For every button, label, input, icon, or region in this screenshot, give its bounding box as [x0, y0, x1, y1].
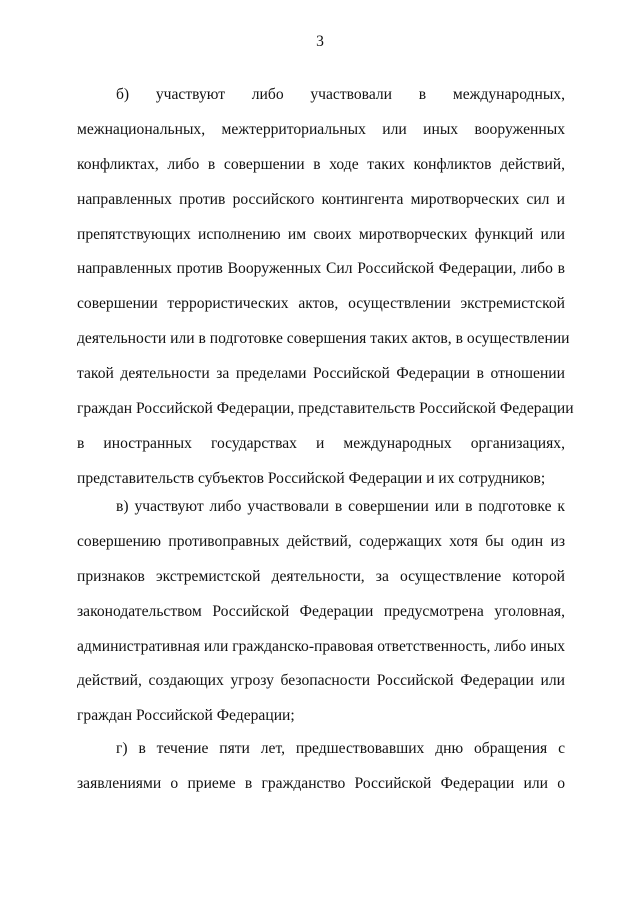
- paragraph-g: [77, 739, 565, 809]
- paragraph-line: в иностранных государствах и международных организациях,: [77, 434, 565, 452]
- paragraph-line: направленных против Вооруженных Сил Российской Федерации, либо в: [77, 260, 565, 278]
- paragraph-line: граждан Российской Федерации;: [77, 707, 295, 725]
- paragraph-line: совершении террористических актов, осуществлении экстремистской: [77, 295, 565, 313]
- paragraph-b: [77, 85, 574, 504]
- paragraph-line: представительств субъектов Российской Федерации и их сотрудников;: [77, 469, 546, 487]
- paragraph-line: административная или гражданско-правовая ответственность, либо иных: [77, 637, 566, 655]
- paragraph-line: г) в течение пяти лет, предшествовавших дню обращения с: [116, 740, 565, 757]
- paragraph-line: б) участвуют либо участвовали в международных,: [116, 86, 565, 103]
- page-number: 3: [316, 33, 324, 50]
- paragraph-v: [77, 497, 565, 741]
- paragraph-line: конфликтах, либо в совершении в ходе таких конфликтов действий,: [77, 155, 565, 173]
- paragraph-line: признаков экстремистской деятельности, за осуществление которой: [77, 567, 565, 585]
- paragraph-line: заявлениями о приеме в гражданство Российской Федерации или о: [77, 774, 565, 792]
- paragraph-line: направленных против российского контингента миротворческих сил и: [77, 190, 565, 208]
- paragraph-line: в) участвуют либо участвовали в совершении или в подготовке к: [116, 498, 565, 515]
- paragraph-line: совершению противоправных действий, содержащих хотя бы один из: [77, 532, 565, 550]
- paragraph-line: межнациональных, межтерриториальных или иных вооруженных: [77, 120, 565, 138]
- paragraph-line: деятельности или в подготовке совершения таких актов, в осуществлении: [77, 330, 570, 348]
- paragraph-line: препятствующих исполнению им своих миротворческих функций или: [77, 225, 565, 243]
- paragraph-line: граждан Российской Федерации, представительств Российской Федерации: [77, 400, 574, 418]
- paragraph-line: законодательством Российской Федерации предусмотрена уголовная,: [77, 602, 565, 620]
- paragraph-line: такой деятельности за пределами Российской Федерации в отношении: [77, 365, 565, 383]
- paragraph-line: действий, создающих угрозу безопасности Российской Федерации или: [77, 672, 565, 690]
